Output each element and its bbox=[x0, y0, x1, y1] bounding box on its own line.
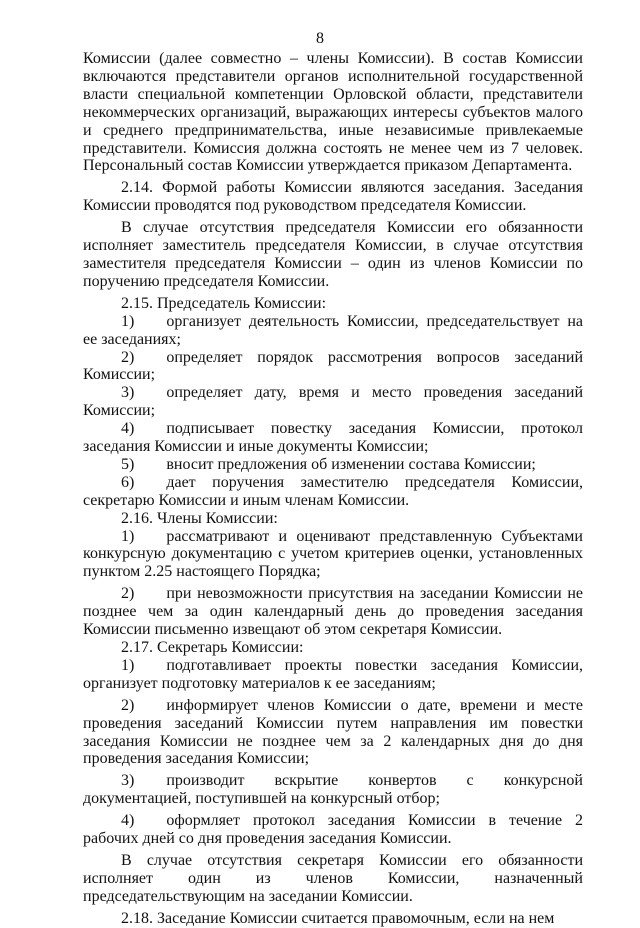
list-item-2-15-3: 3) определяет дату, время и место проведения заседаний Комиссии; bbox=[83, 384, 583, 420]
list-item-2-17-3: 3) производит вскрытие конвертов с конкурсной документацией, поступившей на конкурсный отбор; bbox=[83, 772, 583, 808]
paragraph-2-15: 2.15. Председатель Комиссии: bbox=[121, 294, 327, 312]
list-item-2-17-4: 4) оформляет протокол заседания Комиссии в течение 2 рабочих дней со дня проведения заседания Комиссии. bbox=[83, 812, 583, 848]
paragraph-chairman-absence: В случае отсутствия председателя Комиссии его обязанности исполняет заместитель председателя Комиссии, в случае отсутствия заместителя председателя Комиссии – один из членов Комиссии по поручению председателя Комиссии. bbox=[83, 219, 583, 290]
list-item-2-15-2: 2) определяет порядок рассмотрения вопросов заседаний Комиссии; bbox=[83, 348, 583, 384]
list-item-2-15-4: 4) подписывает повестку заседания Комиссии, протокол заседания Комиссии и иные документы Комиссии; bbox=[83, 420, 583, 456]
list-item-2-15-6: 6) дает поручения заместителю председателя Комиссии, секретарю Комиссии и иным членам Комиссии. bbox=[83, 473, 583, 509]
paragraph-2-14: 2.14. Формой работы Комиссии являются заседания. Заседания Комиссии проводятся под руководством председателя Комиссии. bbox=[83, 179, 583, 215]
list-item-2-16-1: 1) рассматривают и оценивают представленную Субъектами конкурсную документацию с учетом критериев оценки, установленных пунктом 2.25 настоящего Порядка; bbox=[83, 527, 583, 581]
paragraph-secretary-absence: В случае отсутствия секретаря Комиссии его обязанности исполняет один из членов Комиссии, назначенный председательствующим на заседании Комиссии. bbox=[83, 851, 583, 905]
list-item-2-17-1: 1) подготавливает проекты повестки заседания Комиссии, организует подготовку материалов к ее заседаниям; bbox=[83, 656, 583, 692]
paragraph-2-16: 2.16. Члены Комиссии: bbox=[121, 509, 278, 527]
page-number: 8 bbox=[316, 30, 324, 47]
paragraph-commission-composition: Комиссии (далее совместно – члены Комиссии). В состав Комиссии включаются представители органов исполнительной государственной власти специальной компетенции Орловской области, представители некоммерческих организаций, выражающих интересы субъектов малого и среднего предпринимательства, иные независимые привлекаемые представители. Комиссия должна состоять не менее чем из 7 человек. Персональный состав Комиссии утверждается приказом Департамента. bbox=[83, 50, 583, 175]
list-item-2-15-5: 5) вносит предложения об изменении состава Комиссии; bbox=[121, 455, 536, 473]
document-body bbox=[83, 50, 583, 928]
list-item-2-15-1: 1) организует деятельность Комиссии, председательствует на ее заседаниях; bbox=[83, 312, 583, 348]
list-item-2-16-2: 2) при невозможности присутствия на заседании Комиссии не позднее чем за один календарный день до проведения заседания Комиссии письменно извещают об этом секретаря Комиссии. bbox=[83, 585, 583, 639]
paragraph-2-18: 2.18. Заседание Комиссии считается правомочным, если на нем bbox=[121, 909, 555, 927]
list-item-2-17-2: 2) информирует членов Комиссии о дате, времени и месте проведения заседаний Комиссии путем направления им повестки заседания Комиссии не позднее чем за 2 календарных дня до дня проведения заседания Комиссии; bbox=[83, 696, 583, 768]
paragraph-2-17: 2.17. Секретарь Комиссии: bbox=[121, 639, 304, 656]
